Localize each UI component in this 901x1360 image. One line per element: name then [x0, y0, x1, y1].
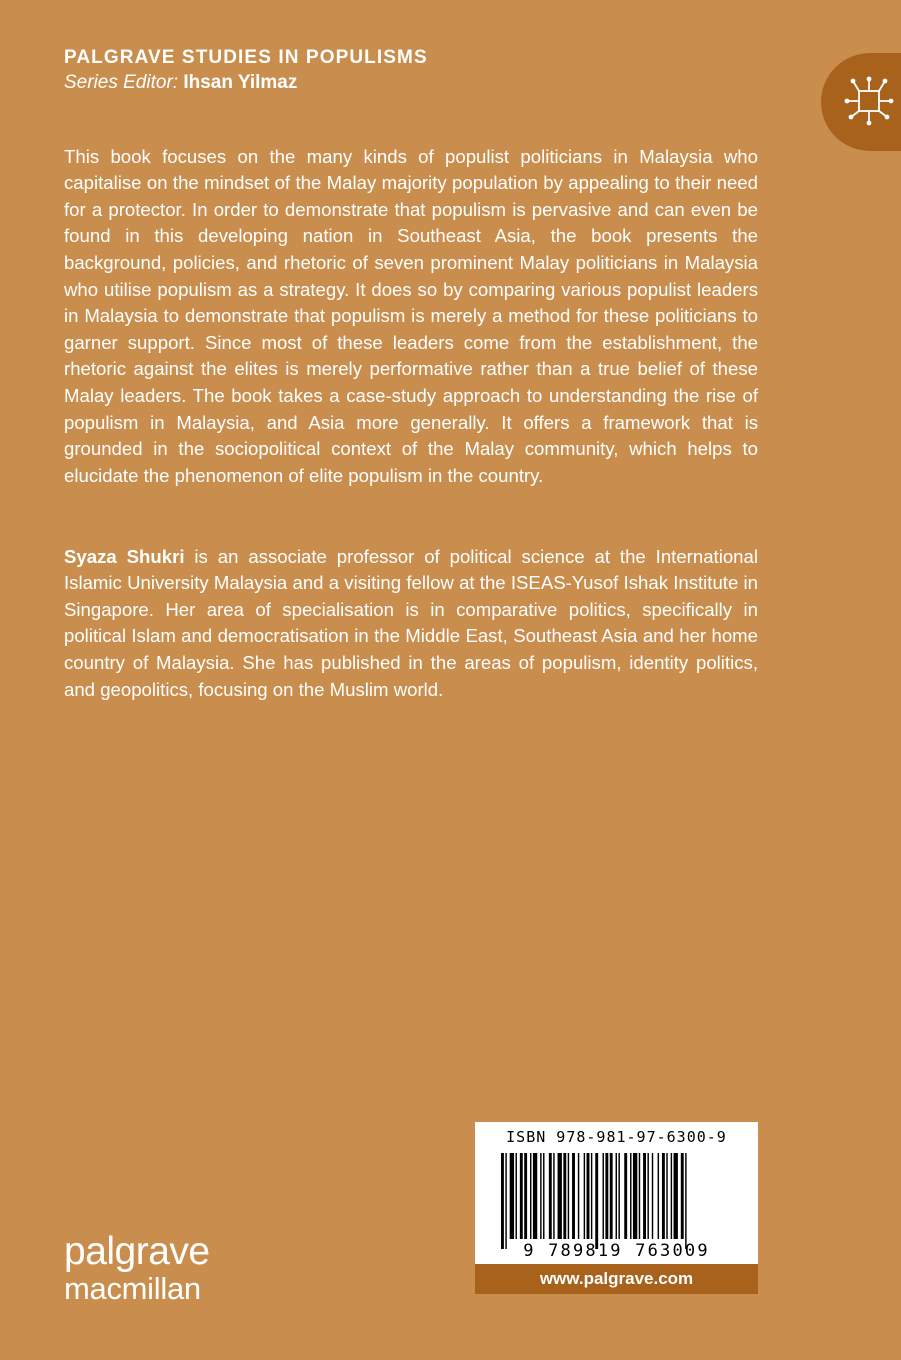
barcode-bar — [530, 1153, 531, 1239]
springer-chess-knight-icon — [843, 73, 895, 129]
barcode-bar — [666, 1153, 667, 1239]
series-info — [64, 46, 428, 96]
springer-logo-badge — [821, 53, 901, 151]
barcode-bar — [524, 1153, 527, 1239]
barcode-bar — [605, 1153, 608, 1239]
author-bio — [64, 544, 758, 704]
barcode-bar — [643, 1153, 646, 1239]
barcode-bar — [578, 1153, 579, 1239]
barcode-bar — [610, 1153, 613, 1239]
barcode-bar — [630, 1153, 631, 1239]
series-editor-label: Series Editor: — [64, 72, 179, 93]
barcode-bar — [639, 1153, 640, 1239]
barcode-bar — [591, 1153, 592, 1239]
ean-13-barcode — [499, 1153, 735, 1249]
barcode-bar — [587, 1153, 590, 1239]
barcode-bar — [568, 1153, 569, 1239]
series-title: PALGRAVE STUDIES IN POPULISMS — [64, 47, 428, 68]
barcode-bar — [671, 1153, 672, 1239]
barcode-bar — [681, 1153, 684, 1239]
barcode-digits: 9 789819 763009 — [523, 1241, 710, 1261]
barcode-bar — [549, 1153, 552, 1239]
publisher-logo-line1: palgrave — [64, 1230, 210, 1273]
barcode-bar — [685, 1153, 686, 1249]
barcode-bar — [603, 1153, 604, 1239]
barcode-bar — [662, 1153, 665, 1239]
barcode-bar — [553, 1153, 554, 1239]
isbn-barcode-box — [475, 1122, 758, 1264]
barcode-bar — [616, 1153, 617, 1239]
barcode-bar — [540, 1153, 541, 1239]
barcode-bar — [584, 1153, 585, 1239]
barcode-bar — [543, 1153, 544, 1239]
barcode-bar — [533, 1153, 537, 1239]
barcode-bar — [563, 1153, 566, 1239]
publisher-logo-line2: macmillan — [64, 1271, 201, 1306]
barcode-bar — [516, 1153, 517, 1239]
publisher-website: www.palgrave.com — [475, 1264, 758, 1294]
barcode-bar — [510, 1153, 514, 1239]
author-name: Syaza Shukri — [64, 545, 185, 567]
barcode-bar — [520, 1153, 523, 1239]
series-editor — [64, 70, 428, 96]
barcode-bar — [558, 1153, 562, 1239]
barcode-bar — [595, 1153, 598, 1249]
barcode-bar — [658, 1153, 659, 1239]
barcode-bar — [647, 1153, 648, 1239]
barcode-bar — [505, 1153, 506, 1249]
book-description: This book focuses on the many kinds of populist politicians in Malaysia who capitalise on the mindset of the Malay majority population by appealing to their need for a protector. In order to demonstrate that populism is pervasive and can even be found in this developing nation in Southeast Asia, the book presents the background, policies, and rhetoric of seven prominent Malay politicians in Malaysia who utilise populism as a strategy. It does so by comparing various populist leaders in Malaysia to demonstrate that populism is merely a method for these politicians to garner support. Since most of these leaders come from the establishment, the rhetoric against the elites is merely performative rather than a true belief of these Malay leaders. The book takes a case-study approach to understanding the rise of populism in Malaysia, and Asia more generally. It offers a framework that is grounded in the sociopolitical context of the Malay community, which helps to elucidate the phenomenon of elite populism in the country. — [64, 145, 758, 486]
barcode-bar — [674, 1153, 678, 1239]
barcode-bar — [572, 1153, 575, 1239]
barcode-bar — [624, 1153, 627, 1239]
series-editor-name: Ihsan Yilmaz — [183, 72, 298, 93]
barcode-bar — [633, 1153, 637, 1239]
publisher-logo — [64, 1232, 210, 1304]
barcode-bar — [652, 1153, 653, 1239]
isbn-label: ISBN 978-981-97-6300-9 — [506, 1128, 727, 1146]
barcode-bar — [618, 1153, 619, 1239]
author-bio-text: is an associate professor of political science at the International Islamic University Malaysia and a visiting fellow at the ISEAS-Yusof Ishak Institute in Singapore. Her area of specialisation is in comparative politics, specifically in political Islam and democratisation in the Middle East, Southeast Asia and her home country of Malaysia. She has published in the areas of populism, identity politics, and geopolitics, focusing on the Muslim world. — [64, 545, 758, 700]
barcode-bar — [501, 1153, 504, 1249]
